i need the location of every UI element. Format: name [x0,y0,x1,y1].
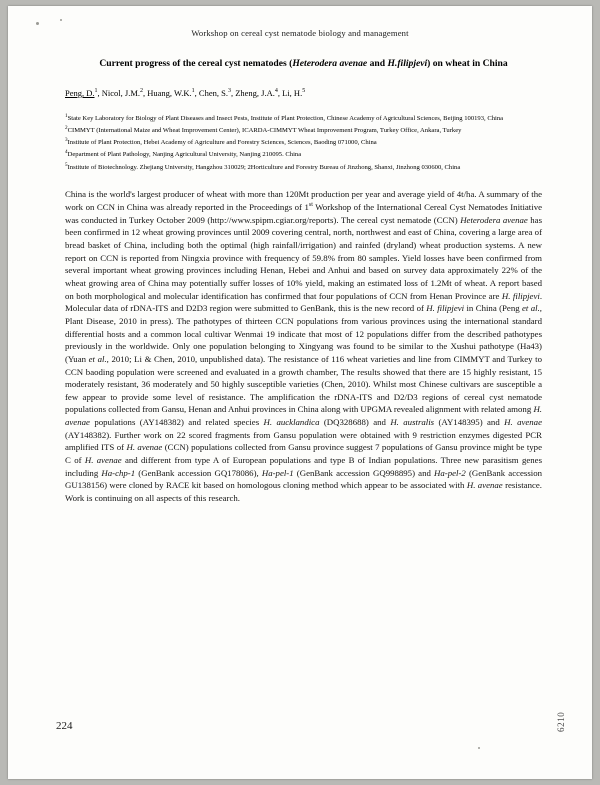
affiliation-item: $^1$State Key Laboratory for Biology of Plant Diseases and Insect Pests, Institute of Plant Protection, Chinese Academy of Agricultural Sciences, Beijing 100193, China [65,112,504,122]
scan-artifact-speck [60,19,62,21]
affiliation-item: $^2$CIMMYT (International Maize and Wheat Improvement Center), ICARDA-CIMMYT Wheat Improvement Program, Turkey Office, Ankara, Turkey [65,124,462,135]
abstract-body: China is the world's largest producer of wheat with more than 120Mt production per year and average yield of 4t/ha. A summary of the work on CCN in China was already reported in the Proceedings of 1st Workshop of the International Cereal Cyst Nematodes Initiative was conducted in Turkey October 2009 (http://www.spipm.cgiar.org/reports). The cereal cyst nematode (CCN) Heterodera avenae has been confirmed in 12 wheat growing provinces until 2009 covering central, north, northwest and east of China, covering a large area of bread basket of China, including both the optimal (high rainfall/irrigation) and rainfed (dryland) wheat production systems. A new report on CCN is reported from Ningxia province with frequency of 59.8% from 80 samples. Yield losses have been confirmed from several important wheat growing provinces including Henan, Hebei and Anhui and based on survey data approximately 22% of the wheat growing area of China may potentially suffer losses of 10% yield, making an estimated loss of 1.2Mt of wheat. A report based on both morphological and molecular identification has confirmed that four populations of CCN from Henan Province are H. filipjevi. Molecular data of rDNA-ITS and D2D3 region were submitted to GenBank, this is the new record of H. filipjevi in China (Peng et al., Plant Disease, 2010 in press). The pathotypes of thirteen CCN populations from various provinces using the international standard differential hosts and a common local cultivar Wenmai 19 indicate that most of 12 populations differ from the described pathotypes previously in the worldwide. Only one population belonging to Xingyang was found to be similar to the Xushui pathotype (Ha43) (Yuan et al., 2010; Li & Chen, 2010, unpublished data). The resistance of 116 wheat varieties and line from CIMMYT and Turkey to CCN baoding population were screened and evaluated in a growth chamber, The results showed that there are 15 highly resistant, 15 moderately resistant, 36 moderately and 50 highly susceptible varieties (Chen, 2010). Whilst most Chinese cultivars are susceptible a few appear to provide some level of resistance. The amplification the rDNA-ITS and D2/D3 regions of cereal cyst nematode populations collected from Gansu, Henan and Anhui provinces in China along with UPGMA revealed alignment with related among H. avenae populations (AY148382) and related species H. aucklandica (DQ328688) and H. australis (AY148395) and H. avenae (AY148382). Further work on 22 scored fragments from Gansu population were obtained with 9 restriction enzymes digested PCR amplified ITS of H. avenae (CCN) populations collected from Gansu province suggest 7 populations of Gansu province might be type C of H. avenae and different from type A of European populations and type B of Indian populations. Three new parasitism genes including Ha-chp-1 (GenBank accession GQ178086), Ha-pel-1 (GenBank accession GQ998895) and Ha-pel-2 (GenBank accession GU138156) were cloned by RACE kit based on homologous cloning method which appear to be associated with H. avenae resistance. Work is continuing on all aspects of this research. [65,189,543,504]
affiliation-item: $^4$Department of Plant Pathology, Nanjing Agricultural University, Nanjing 210095. China [65,149,302,159]
affiliation-item: $^5$Institute of Biotechnology. Zhejiang University, Hangzhou 310029; 2Horticulture and Forestry Bureau of Jinzhong, Shanxi, Jinzhong 030600, China [65,161,461,171]
document-page [8,6,592,779]
scan-artifact-speck [36,22,39,25]
page-content [65,54,542,505]
scan-artifact-speck [478,747,480,749]
author-list: Peng, D.$^1$, Nicol, J.M.$^2$, Huang, W.K.$^1$, Chen, S.$^3$, Zheng, J.A.$^4$, Li, H.$^5$ [65,87,306,98]
running-head: Workshop on cereal cyst nematode biology and management [191,28,409,38]
page-number: 224 [56,720,73,732]
affiliation-list [65,113,542,173]
affiliation-item: $^3$Institute of Plant Protection, Hebei Academy of Agriculture and Forestry Sciences, Sciences, Baoding 071000, China [65,137,377,147]
paper-title: Current progress of the cereal cyst nematodes (Heterodera avenae and H.filipjevi) on wheat in China [99,58,508,69]
corner-code: 6210 [556,711,566,732]
